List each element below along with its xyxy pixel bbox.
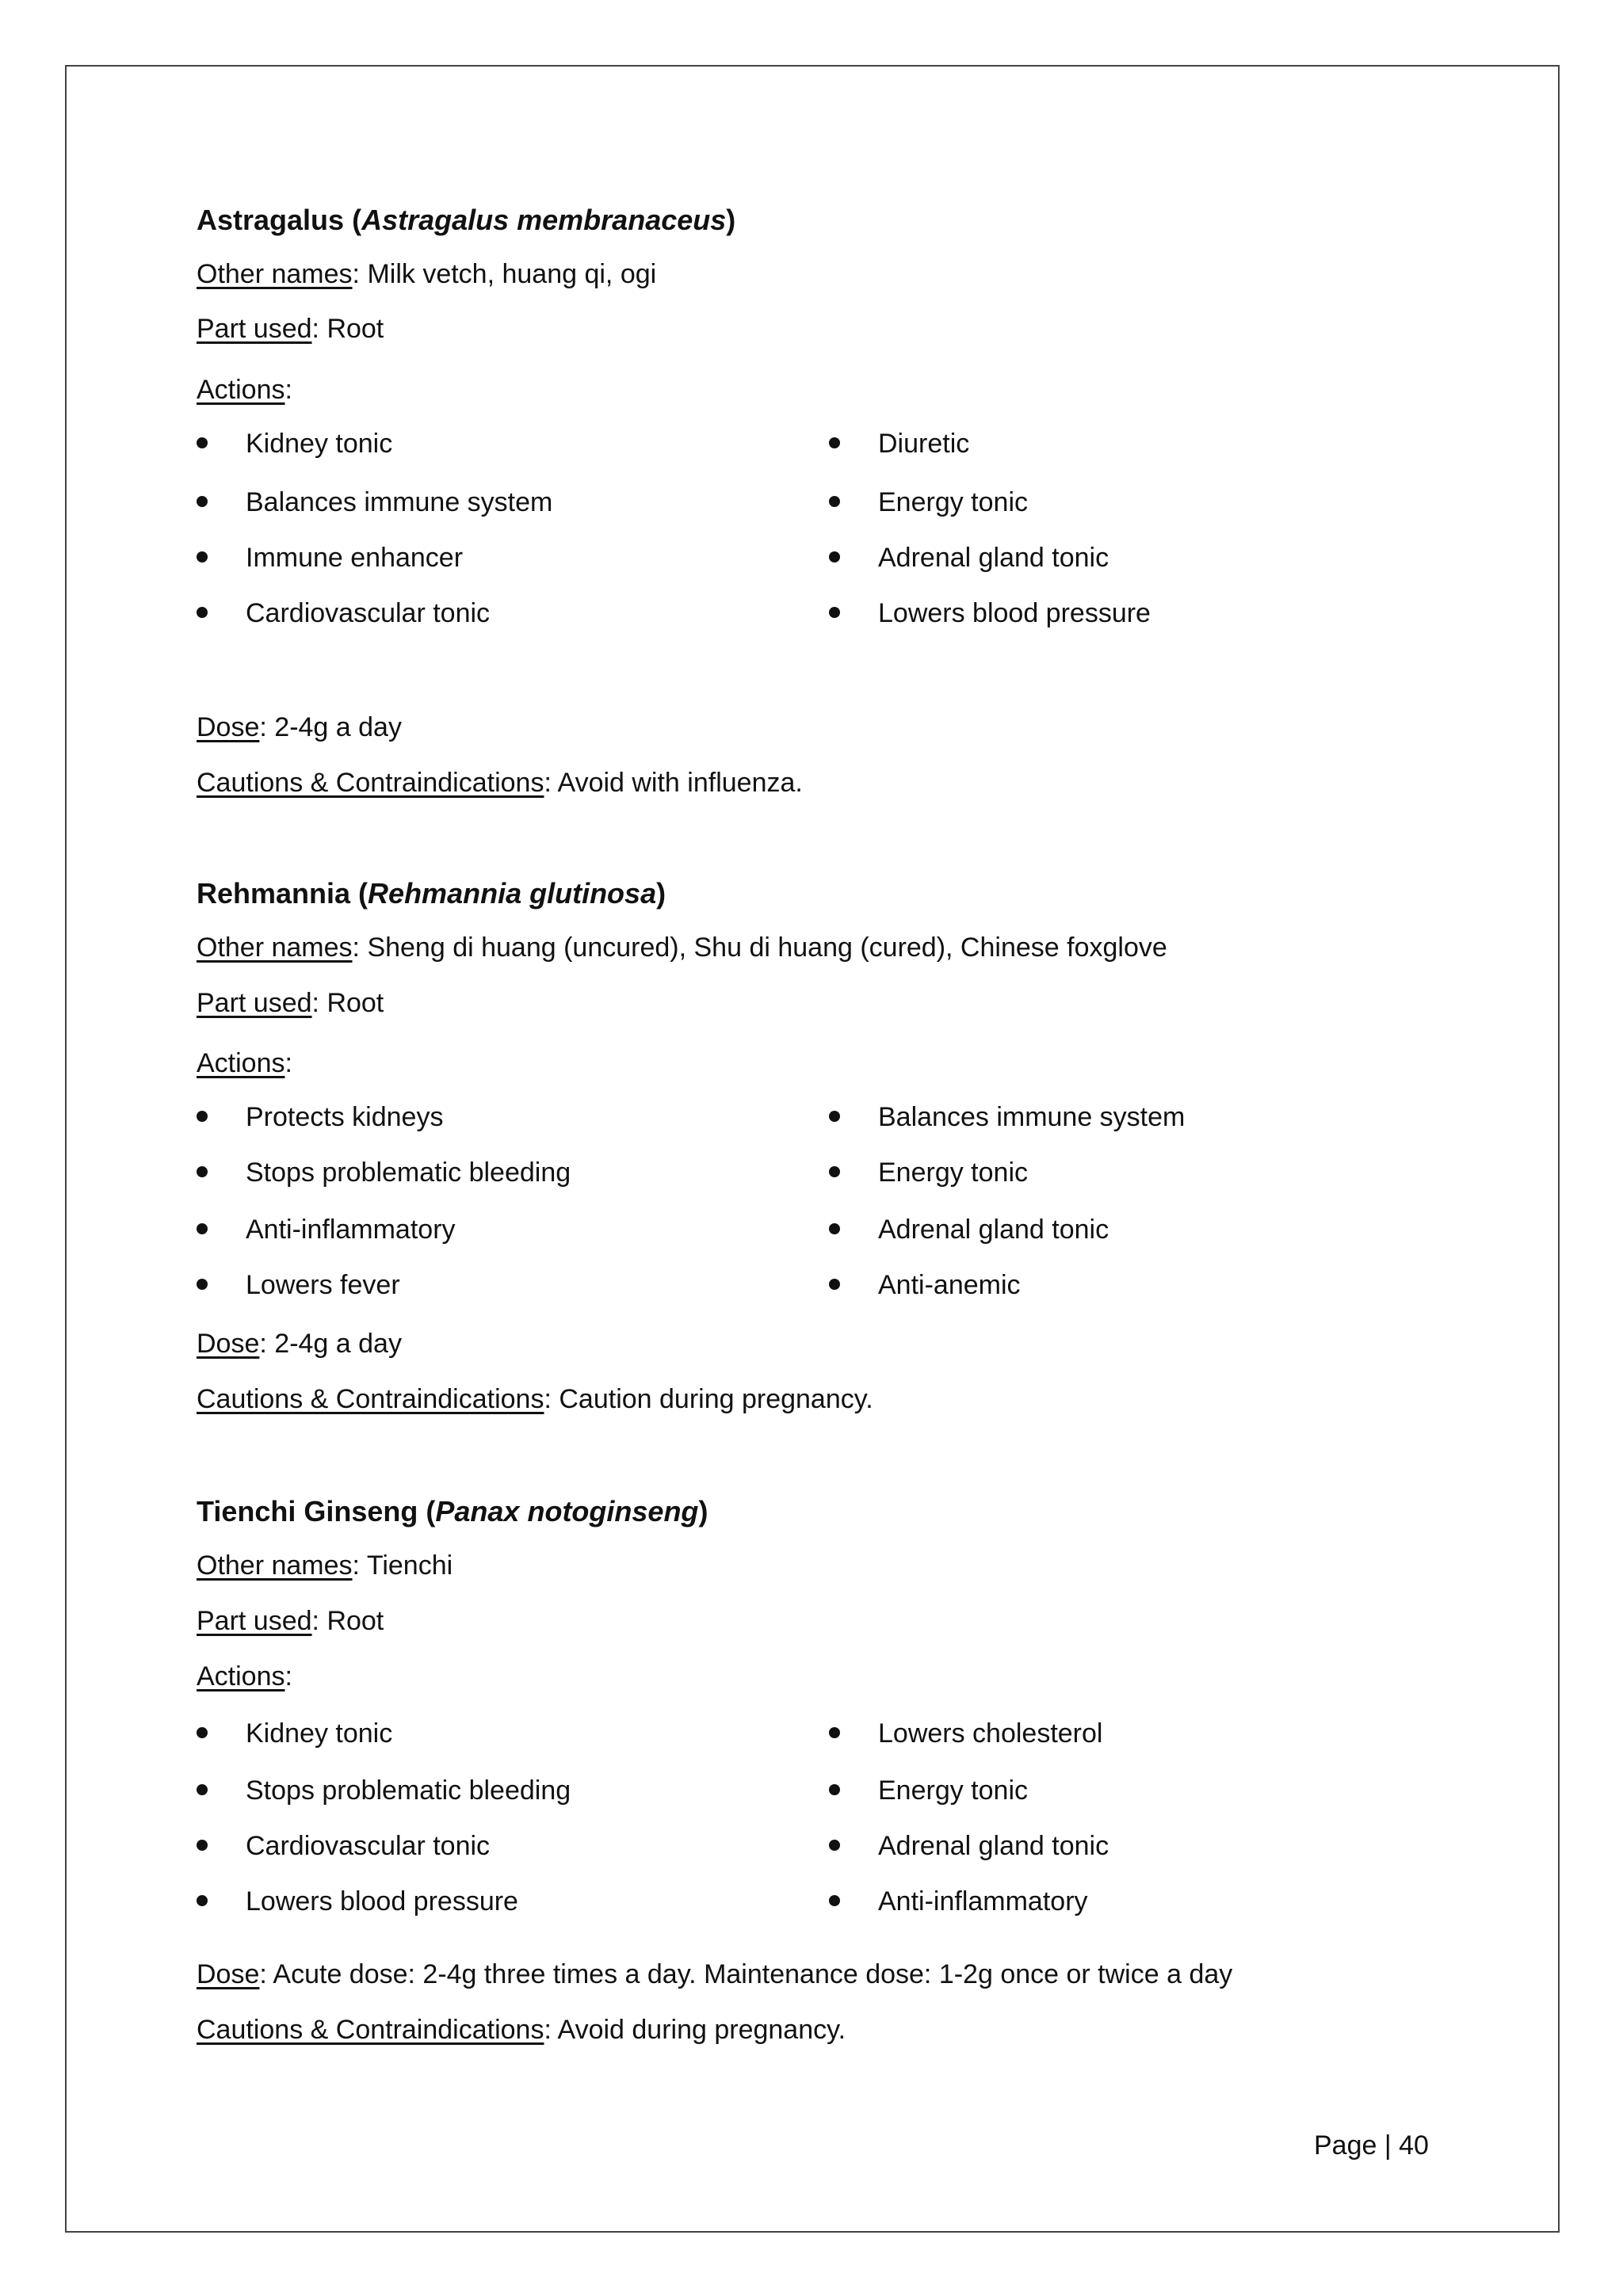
actions-label: Actions (197, 1048, 285, 1078)
bullet-icon (829, 1840, 840, 1851)
bullet-icon (829, 1784, 840, 1795)
cautions-value: Avoid during pregnancy. (557, 2015, 846, 2045)
other-names-value: Sheng di huang (uncured), Shu di huang (cured), Chinese foxglove (367, 933, 1167, 963)
dose-value: 2-4g a day (274, 712, 402, 742)
actions-line: Actions: (197, 375, 292, 405)
bullet-icon (197, 1279, 208, 1290)
page-number: Page | 40 (1314, 2130, 1429, 2161)
bullet-icon (197, 1223, 208, 1234)
actions-label: Actions (197, 375, 285, 405)
part-used-label: Part used (197, 988, 312, 1018)
bullet-icon (829, 1727, 840, 1738)
herb-title: Astragalus (Astragalus membranaceus) (197, 204, 736, 236)
part-used-value: Root (327, 1606, 384, 1636)
bullet-icon (197, 607, 208, 618)
dose-line: Dose: 2-4g a day (197, 712, 402, 742)
dose-line: Dose: Acute dose: 2-4g three times a day. Maintenance dose: 1-2g once or twice a day (197, 1959, 1233, 1989)
part-used-line: Part used: Root (197, 988, 384, 1018)
part-used-label: Part used (197, 1606, 312, 1636)
herb-latin-name: Rehmannia glutinosa (368, 877, 657, 910)
herb-common-name: Tienchi Ginseng (197, 1495, 418, 1527)
part-used-line: Part used: Root (197, 314, 384, 344)
part-used-line: Part used: Root (197, 1606, 384, 1636)
cautions-value: Caution during pregnancy. (559, 1384, 873, 1414)
cautions-label: Cautions & Contraindications (197, 2015, 544, 2045)
herb-title: Tienchi Ginseng (Panax notoginseng) (197, 1495, 708, 1527)
dose-label: Dose (197, 712, 260, 742)
cautions-line: Cautions & Contraindications: Avoid with influenza. (197, 768, 803, 798)
bullet-icon (829, 496, 840, 507)
herb-common-name: Rehmannia (197, 877, 351, 910)
cautions-label: Cautions & Contraindications (197, 1384, 544, 1414)
other-names-value: Tienchi (366, 1550, 453, 1581)
dose-label: Dose (197, 1329, 260, 1359)
bullet-icon (197, 1784, 208, 1795)
actions-line: Actions: (197, 1048, 292, 1078)
herb-latin-name: Astragalus membranaceus (361, 204, 727, 236)
cautions-line: Cautions & Contraindications: Avoid during pregnancy. (197, 2015, 846, 2045)
bullet-icon (197, 496, 208, 507)
other-names-label: Other names (197, 933, 353, 963)
cautions-value: Avoid with influenza. (557, 768, 803, 798)
bullet-icon (197, 1727, 208, 1738)
bullet-icon (197, 1895, 208, 1906)
dose-value: 2-4g a day (274, 1329, 402, 1359)
other-names-line: Other names: Tienchi (197, 1550, 453, 1581)
bullet-icon (197, 551, 208, 563)
actions-label: Actions (197, 1661, 285, 1691)
other-names-label: Other names (197, 1550, 353, 1581)
dose-value: Acute dose: 2-4g three times a day. Maintenance dose: 1-2g once or twice a day (273, 1959, 1233, 1989)
bullet-icon (829, 1279, 840, 1290)
part-used-value: Root (327, 314, 384, 344)
cautions-label: Cautions & Contraindications (197, 768, 544, 798)
dose-label: Dose (197, 1959, 260, 1989)
other-names-value: Milk vetch, huang qi, ogi (367, 259, 657, 289)
herb-common-name: Astragalus (197, 204, 345, 236)
herb-latin-name: Panax notoginseng (435, 1495, 699, 1527)
cautions-line: Cautions & Contraindications: Caution during pregnancy. (197, 1384, 873, 1414)
bullet-icon (829, 551, 840, 563)
bullet-icon (197, 1166, 208, 1177)
bullet-icon (829, 437, 840, 448)
bullet-icon (829, 1895, 840, 1906)
herb-title: Rehmannia (Rehmannia glutinosa) (197, 877, 666, 910)
bullet-icon (197, 437, 208, 448)
dose-line: Dose: 2-4g a day (197, 1329, 402, 1359)
bullet-icon (197, 1840, 208, 1851)
bullet-icon (829, 1166, 840, 1177)
part-used-value: Root (327, 988, 384, 1018)
bullet-icon (829, 607, 840, 618)
other-names-line: Other names: Sheng di huang (uncured), Shu di huang (cured), Chinese foxglove (197, 933, 1167, 963)
other-names-label: Other names (197, 259, 353, 289)
part-used-label: Part used (197, 314, 312, 344)
actions-line: Actions: (197, 1661, 292, 1691)
other-names-line: Other names: Milk vetch, huang qi, ogi (197, 259, 657, 289)
bullet-icon (829, 1111, 840, 1122)
bullet-icon (829, 1223, 840, 1234)
bullet-icon (197, 1111, 208, 1122)
